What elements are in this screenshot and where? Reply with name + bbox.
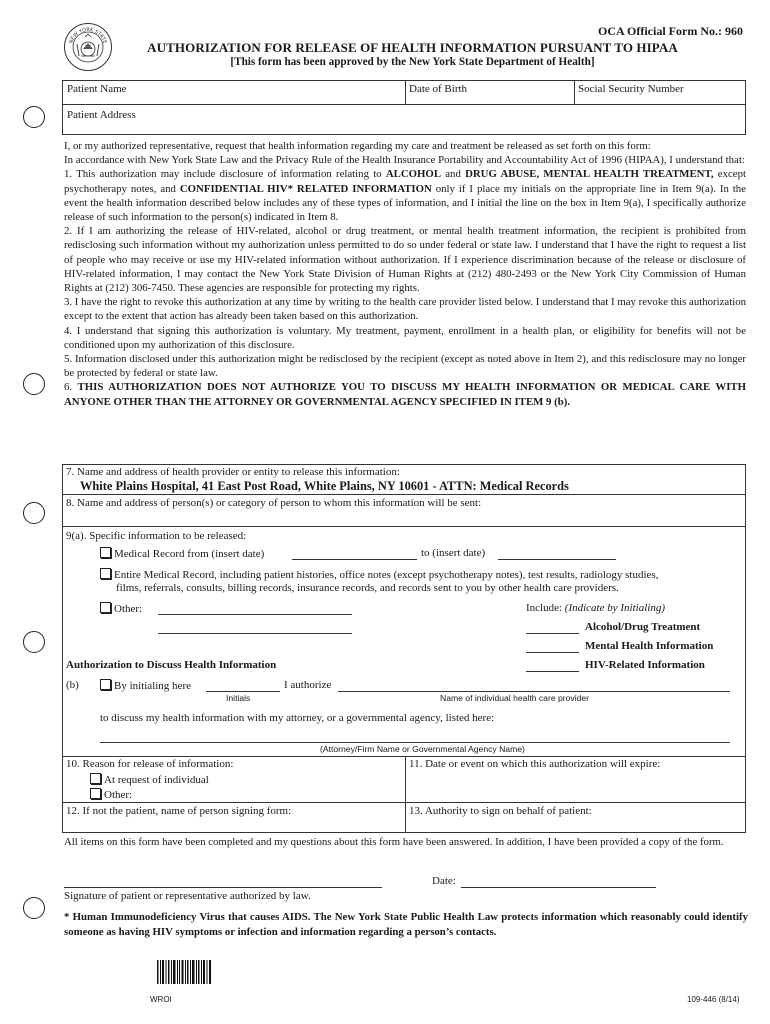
- to-insert-date-label: to (insert date): [421, 547, 486, 559]
- item-9b-heading: Authorization to Discuss Health Information: [66, 659, 277, 671]
- health-provider-name-input[interactable]: [338, 691, 730, 692]
- by-initialing-row: By initialing here: [100, 679, 191, 692]
- item-11-label[interactable]: 11. Date or event on which this authorization will expire:: [409, 758, 661, 770]
- other-info-input-1[interactable]: [158, 614, 352, 615]
- term-item-5: 5. Information disclosed under this authorization might be redisclosed by the recipient (except as noted above in Item 2), and this redisclosure may no longer be protected by federal or state law.: [64, 353, 746, 380]
- entire-record-continued: films, referrals, consults, billing records, insurance records, and records sent to you by other health care providers.: [116, 582, 619, 594]
- item-7-provider-value[interactable]: White Plains Hospital, 41 East Post Road, White Plains, NY 10601 - ATTN: Medical Records: [80, 479, 569, 493]
- hiv-initials-input[interactable]: [526, 671, 579, 672]
- include-label: Include: (Indicate by Initialing): [526, 602, 665, 614]
- term-item-3: 3. I have the right to revoke this authorization at any time by writing to the health care provider listed below. I understand that I may revoke this authorization except to the extent that action has already been taken based on this authorization.: [64, 296, 746, 323]
- wroi-code: WROI: [150, 995, 172, 1004]
- seal-text: NEW YORK STATE: [68, 26, 108, 45]
- binder-hole-4: [23, 631, 45, 653]
- intro-understanding: In accordance with New York State Law and the Privacy Rule of the Health Insurance Portability and Accountability Act of 1996 (HIPAA), I understand that:: [64, 154, 745, 167]
- form-subtitle: [This form has been approved by the New York State Department of Health]: [230, 56, 595, 68]
- entire-record-checkbox[interactable]: [100, 568, 111, 579]
- signature-input[interactable]: [64, 887, 382, 888]
- reason-other-checkbox[interactable]: [90, 788, 101, 799]
- date-of-birth-field[interactable]: Date of Birth: [409, 83, 468, 95]
- mental-health-initials-input[interactable]: [526, 652, 579, 653]
- completion-statement: All items on this form have been completed and my questions about this form have been answered. In addition, I have been provided a copy of the form.: [64, 836, 724, 848]
- form-code: 109-446 (8/14): [687, 995, 740, 1004]
- medical-record-range-row: Medical Record from (insert date): [100, 547, 264, 560]
- other-info-checkbox[interactable]: [100, 602, 111, 613]
- entire-record-row: Entire Medical Record, including patient histories, office notes (except psychotherapy notes), test results, radiology studies,: [100, 568, 658, 581]
- term-item-4: 4. I understand that signing this authorization is voluntary. My treatment, payment, enrollment in a health plan, or eligibility for benefits will not be conditioned upon my authorization of this disclosure.: [64, 324, 746, 351]
- term-item-6: 6. THIS AUTHORIZATION DOES NOT AUTHORIZE YOU TO DISCUSS MY HEALTH INFORMATION OR MEDICAL CARE WITH ANYONE OTHER THAN THE ATTORNEY OR GOVERNMENTAL AGENCY SPECIFIED IN ITEM 9 (b).: [64, 381, 746, 408]
- initials-caption: Initials: [226, 693, 251, 703]
- alcohol-drug-label: Alcohol/Drug Treatment: [585, 621, 701, 633]
- hiv-related-label: HIV-Related Information: [585, 659, 705, 671]
- item-7-label: 7. Name and address of health provider or entity to release this information:: [66, 466, 400, 478]
- ssn-field[interactable]: Social Security Number: [578, 83, 684, 95]
- reason-request-row: At request of individual: [90, 773, 209, 786]
- item-9a-label: 9(a). Specific information to be released:: [66, 530, 247, 542]
- binder-hole-2: [23, 373, 45, 395]
- attorney-caption: (Attorney/Firm Name or Governmental Agency Name): [320, 744, 525, 754]
- medical-record-range-checkbox[interactable]: [100, 547, 111, 558]
- i-authorize-label: I authorize: [284, 679, 332, 691]
- reason-request-checkbox[interactable]: [90, 773, 101, 784]
- term-item-1: 1. This authorization may include disclosure of information relating to ALCOHOL and DRUG ABUSE, MENTAL HEALTH TREATMENT, except psychotherapy notes, and CONFIDENTIAL HIV* RELATED INFORMATION only if I place my initials on the appropriate line in Item 9(a). In the event the health information described below includes any of these types of information, and I initial the line on the box in Item 9(a), I specifically authorize release of such information to the person(s) indicated in Item 8.: [64, 168, 746, 224]
- form-title: AUTHORIZATION FOR RELEASE OF HEALTH INFORMATION PURSUANT TO HIPAA: [147, 40, 678, 55]
- binder-hole-3: [23, 502, 45, 524]
- discuss-initials-input[interactable]: [206, 691, 280, 692]
- authorization-terms: [64, 139, 746, 409]
- item-8-label: 8. Name and address of person(s) or category of person to whom this information will be sent:: [66, 497, 482, 509]
- reason-other-row: Other:: [90, 788, 132, 801]
- signature-date-input[interactable]: [461, 887, 656, 888]
- record-from-date-input[interactable]: [292, 559, 417, 560]
- form-number: OCA Official Form No.: 960: [598, 24, 743, 38]
- other-info-row: Other:: [100, 602, 142, 615]
- binder-hole-5: [23, 897, 45, 919]
- discuss-authorization-checkbox[interactable]: [100, 679, 111, 690]
- hiv-footnote: * Human Immunodeficiency Virus that causes AIDS. The New York State Public Health Law protects information which reasonably could identify someone as having HIV symptoms or infection and information regarding a person’s contacts.: [64, 911, 748, 938]
- barcode-icon: [157, 960, 211, 984]
- item-13-label[interactable]: 13. Authority to sign on behalf of patient:: [409, 805, 592, 817]
- attorney-agency-input[interactable]: [100, 742, 730, 743]
- item-9b-label: (b): [66, 679, 79, 691]
- patient-name-field[interactable]: Patient Name: [67, 83, 127, 95]
- binder-hole-1: [23, 106, 45, 128]
- provider-name-caption: Name of individual health care provider: [440, 693, 590, 703]
- intro-request: I, or my authorized representative, request that health information regarding my care and treatment be released as set forth on this form:: [64, 140, 651, 152]
- discuss-text: to discuss my health information with my attorney, or a governmental agency, listed here:: [100, 712, 495, 724]
- item-12-label[interactable]: 12. If not the patient, name of person signing form:: [66, 805, 292, 817]
- item-10-label: 10. Reason for release of information:: [66, 758, 234, 770]
- signature-label: Signature of patient or representative authorized by law.: [64, 890, 311, 902]
- record-to-date-input[interactable]: [498, 559, 616, 560]
- mental-health-label: Mental Health Information: [585, 640, 714, 652]
- patient-address-field[interactable]: Patient Address: [67, 109, 136, 121]
- alcohol-initials-input[interactable]: [526, 633, 579, 634]
- other-info-input-2[interactable]: [158, 633, 352, 634]
- date-label: Date:: [432, 875, 456, 887]
- term-item-2: 2. If I am authorizing the release of HIV-related, alcohol or drug treatment, or mental health treatment information, the recipient is prohibited from redisclosing such information without my authorization unless permitted to do so under federal or state law. I understand that I have the right to request a list of people who may receive or use my HIV-related information without authorization. If I experience discrimination because of the release or disclosure of HIV-related information, I may contact the New York State Division of Human Rights at (212) 480-2493 or the New York City Commission of Human Rights at (212) 306-7450. These agencies are responsible for protecting my rights.: [64, 225, 746, 295]
